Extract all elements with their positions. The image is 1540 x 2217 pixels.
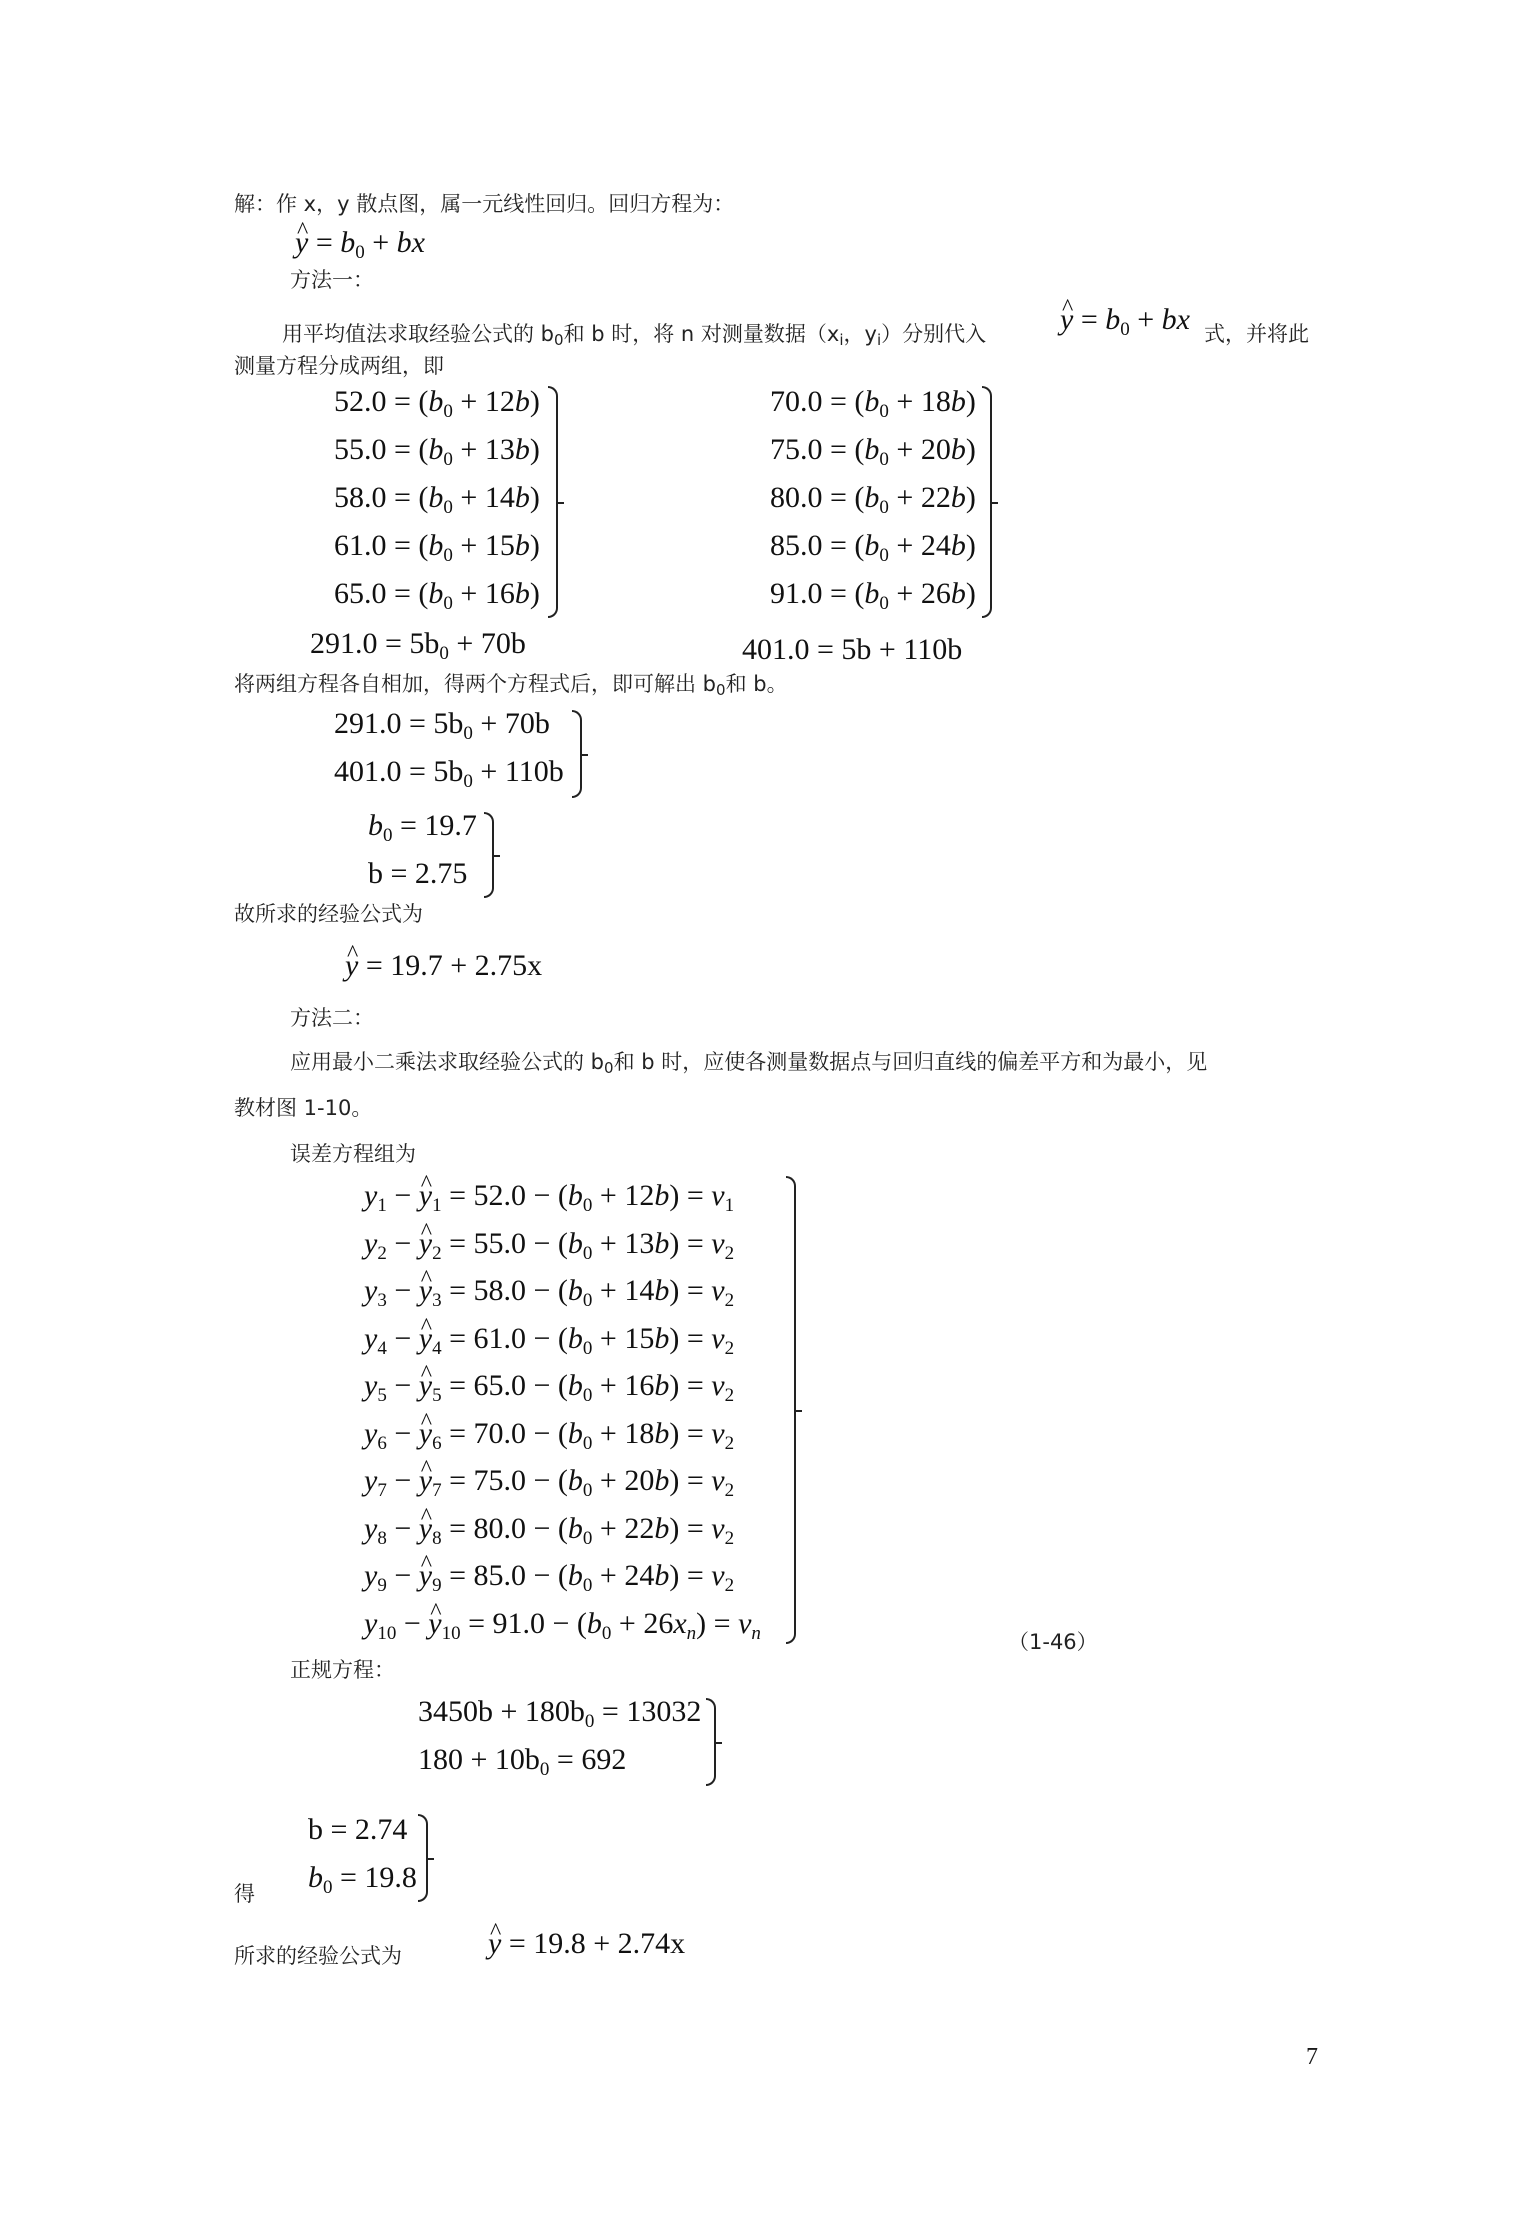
regression-equation: ^ $y = b_0$ + bx bbox=[295, 225, 425, 261]
system-brace bbox=[572, 710, 582, 798]
method1-paragraph-line2: 测量方程分成两组，即 bbox=[234, 354, 444, 378]
system-equation-1: $291.0 = 5b_0 + 70b$ bbox=[334, 707, 550, 744]
group2-equation: $91.0 = (b_0 + 26b)$ bbox=[770, 577, 976, 614]
result2-formula: ^ y = 19.8 + 2.74x bbox=[488, 1926, 685, 1962]
solution2-brace bbox=[418, 1814, 428, 1902]
inline-regression-equation: ^ $y = b_0$ + bx bbox=[1060, 302, 1190, 338]
group1-equation: $61.0 = (b_0 + 15b)$ bbox=[334, 529, 540, 566]
normal-brace bbox=[706, 1698, 716, 1786]
error-equation: $y_1$ − ^ $y_1 = 52.0 - (b_0 + 12b) = v_1$ bbox=[364, 1178, 734, 1214]
method1-paragraph: 用平均值法求取经验公式的 b0和 b 时，将 n 对测量数据（xi，yi）分别代入 bbox=[282, 322, 987, 349]
method1-paragraph-end: 式，并将此 bbox=[1204, 322, 1309, 346]
error-title: 误差方程组为 bbox=[290, 1142, 416, 1166]
intro-line: 解：作 x，y 散点图，属一元线性回归。回归方程为： bbox=[234, 192, 735, 216]
group1-equation: $52.0 = (b_0 + 12b)$ bbox=[334, 385, 540, 422]
page-number: 7 bbox=[1306, 2044, 1318, 2070]
error-equation: $y_8$ − ^ $y_8 = 80.0 - (b_0 + 22b) = v_2$ bbox=[364, 1511, 734, 1547]
normal-equation-2: $180 + 10b_0 = 692$ bbox=[418, 1743, 627, 1780]
add-text: 将两组方程各自相加，得两个方程式后，即可解出 b0和 b。 bbox=[234, 672, 788, 699]
group2-brace bbox=[982, 386, 992, 618]
normal-title: 正规方程： bbox=[290, 1658, 395, 1682]
result2-text: 所求的经验公式为 bbox=[234, 1944, 402, 1968]
error-equation: $y_3$ − ^ $y_3 = 58.0 - (b_0 + 14b) = v_2$ bbox=[364, 1273, 734, 1309]
group2-equation: $85.0 = (b_0 + 24b)$ bbox=[770, 529, 976, 566]
de-label: 得 bbox=[234, 1882, 255, 1906]
group1-brace bbox=[548, 386, 558, 618]
group1-equation: $58.0 = (b_0 + 14b)$ bbox=[334, 481, 540, 518]
normal-equation-1: $3450b + 180b_0 = 13032$ bbox=[418, 1695, 702, 1732]
error-brace bbox=[786, 1176, 796, 1644]
equation-number: （1-46） bbox=[1008, 1630, 1098, 1654]
method1-title: 方法一： bbox=[290, 268, 374, 292]
group2-equation: $80.0 = (b_0 + 22b)$ bbox=[770, 481, 976, 518]
error-equation: $y_9$ − ^ $y_9 = 85.0 - (b_0 + 24b) = v_2$ bbox=[364, 1558, 734, 1594]
error-equation: $y_4$ − ^ $y_4 = 61.0 - (b_0 + 15b) = v_2$ bbox=[364, 1321, 734, 1357]
error-equation: $y_6$ − ^ $y_6 = 70.0 - (b_0 + 18b) = v_2$ bbox=[364, 1416, 734, 1452]
method2-paragraph: 应用最小二乘法求取经验公式的 b0和 b 时，应使各测量数据点与回归直线的偏差平方和为最小，见 bbox=[290, 1050, 1208, 1077]
error-equation: $y_{10}$ − ^ $y_{10} = 91.0 - (b_0 + 26x_n) = v_n$ bbox=[364, 1606, 761, 1642]
group1-equation: $55.0 = (b_0 + 13b)$ bbox=[334, 433, 540, 470]
group1-equation: $65.0 = (b_0 + 16b)$ bbox=[334, 577, 540, 614]
solution2-b: b = 2.74 bbox=[308, 1813, 408, 1846]
system-equation-2: $401.0 = 5b_0 + 110b$ bbox=[334, 755, 564, 792]
group2-equation: $75.0 = (b_0 + 20b)$ bbox=[770, 433, 976, 470]
result1-text: 故所求的经验公式为 bbox=[234, 902, 423, 926]
error-equation: $y_7$ − ^ $y_7 = 75.0 - (b_0 + 20b) = v_2$ bbox=[364, 1463, 734, 1499]
solution-b0: $b_0 = 19.7$ bbox=[368, 809, 477, 846]
result1-formula: ^ y = 19.7 + 2.75x bbox=[345, 948, 542, 984]
solution-brace bbox=[484, 812, 494, 898]
sum-equation-2: 401.0 = 5b + 110b bbox=[742, 633, 963, 666]
error-equation: $y_5$ − ^ $y_5 = 65.0 - (b_0 + 16b) = v_2$ bbox=[364, 1368, 734, 1404]
method2-title: 方法二： bbox=[290, 1006, 374, 1030]
solution2-b0: $b_0 = 19.8$ bbox=[308, 1861, 417, 1898]
method2-paragraph-line2: 教材图 1-10。 bbox=[234, 1096, 373, 1120]
sum-equation-1: $291.0 = 5b_0 + 70b$ bbox=[310, 627, 526, 664]
group2-equation: $70.0 = (b_0 + 18b)$ bbox=[770, 385, 976, 422]
solution-b: b = 2.75 bbox=[368, 857, 468, 890]
error-equation: $y_2$ − ^ $y_2 = 55.0 - (b_0 + 13b) = v_2$ bbox=[364, 1226, 734, 1262]
